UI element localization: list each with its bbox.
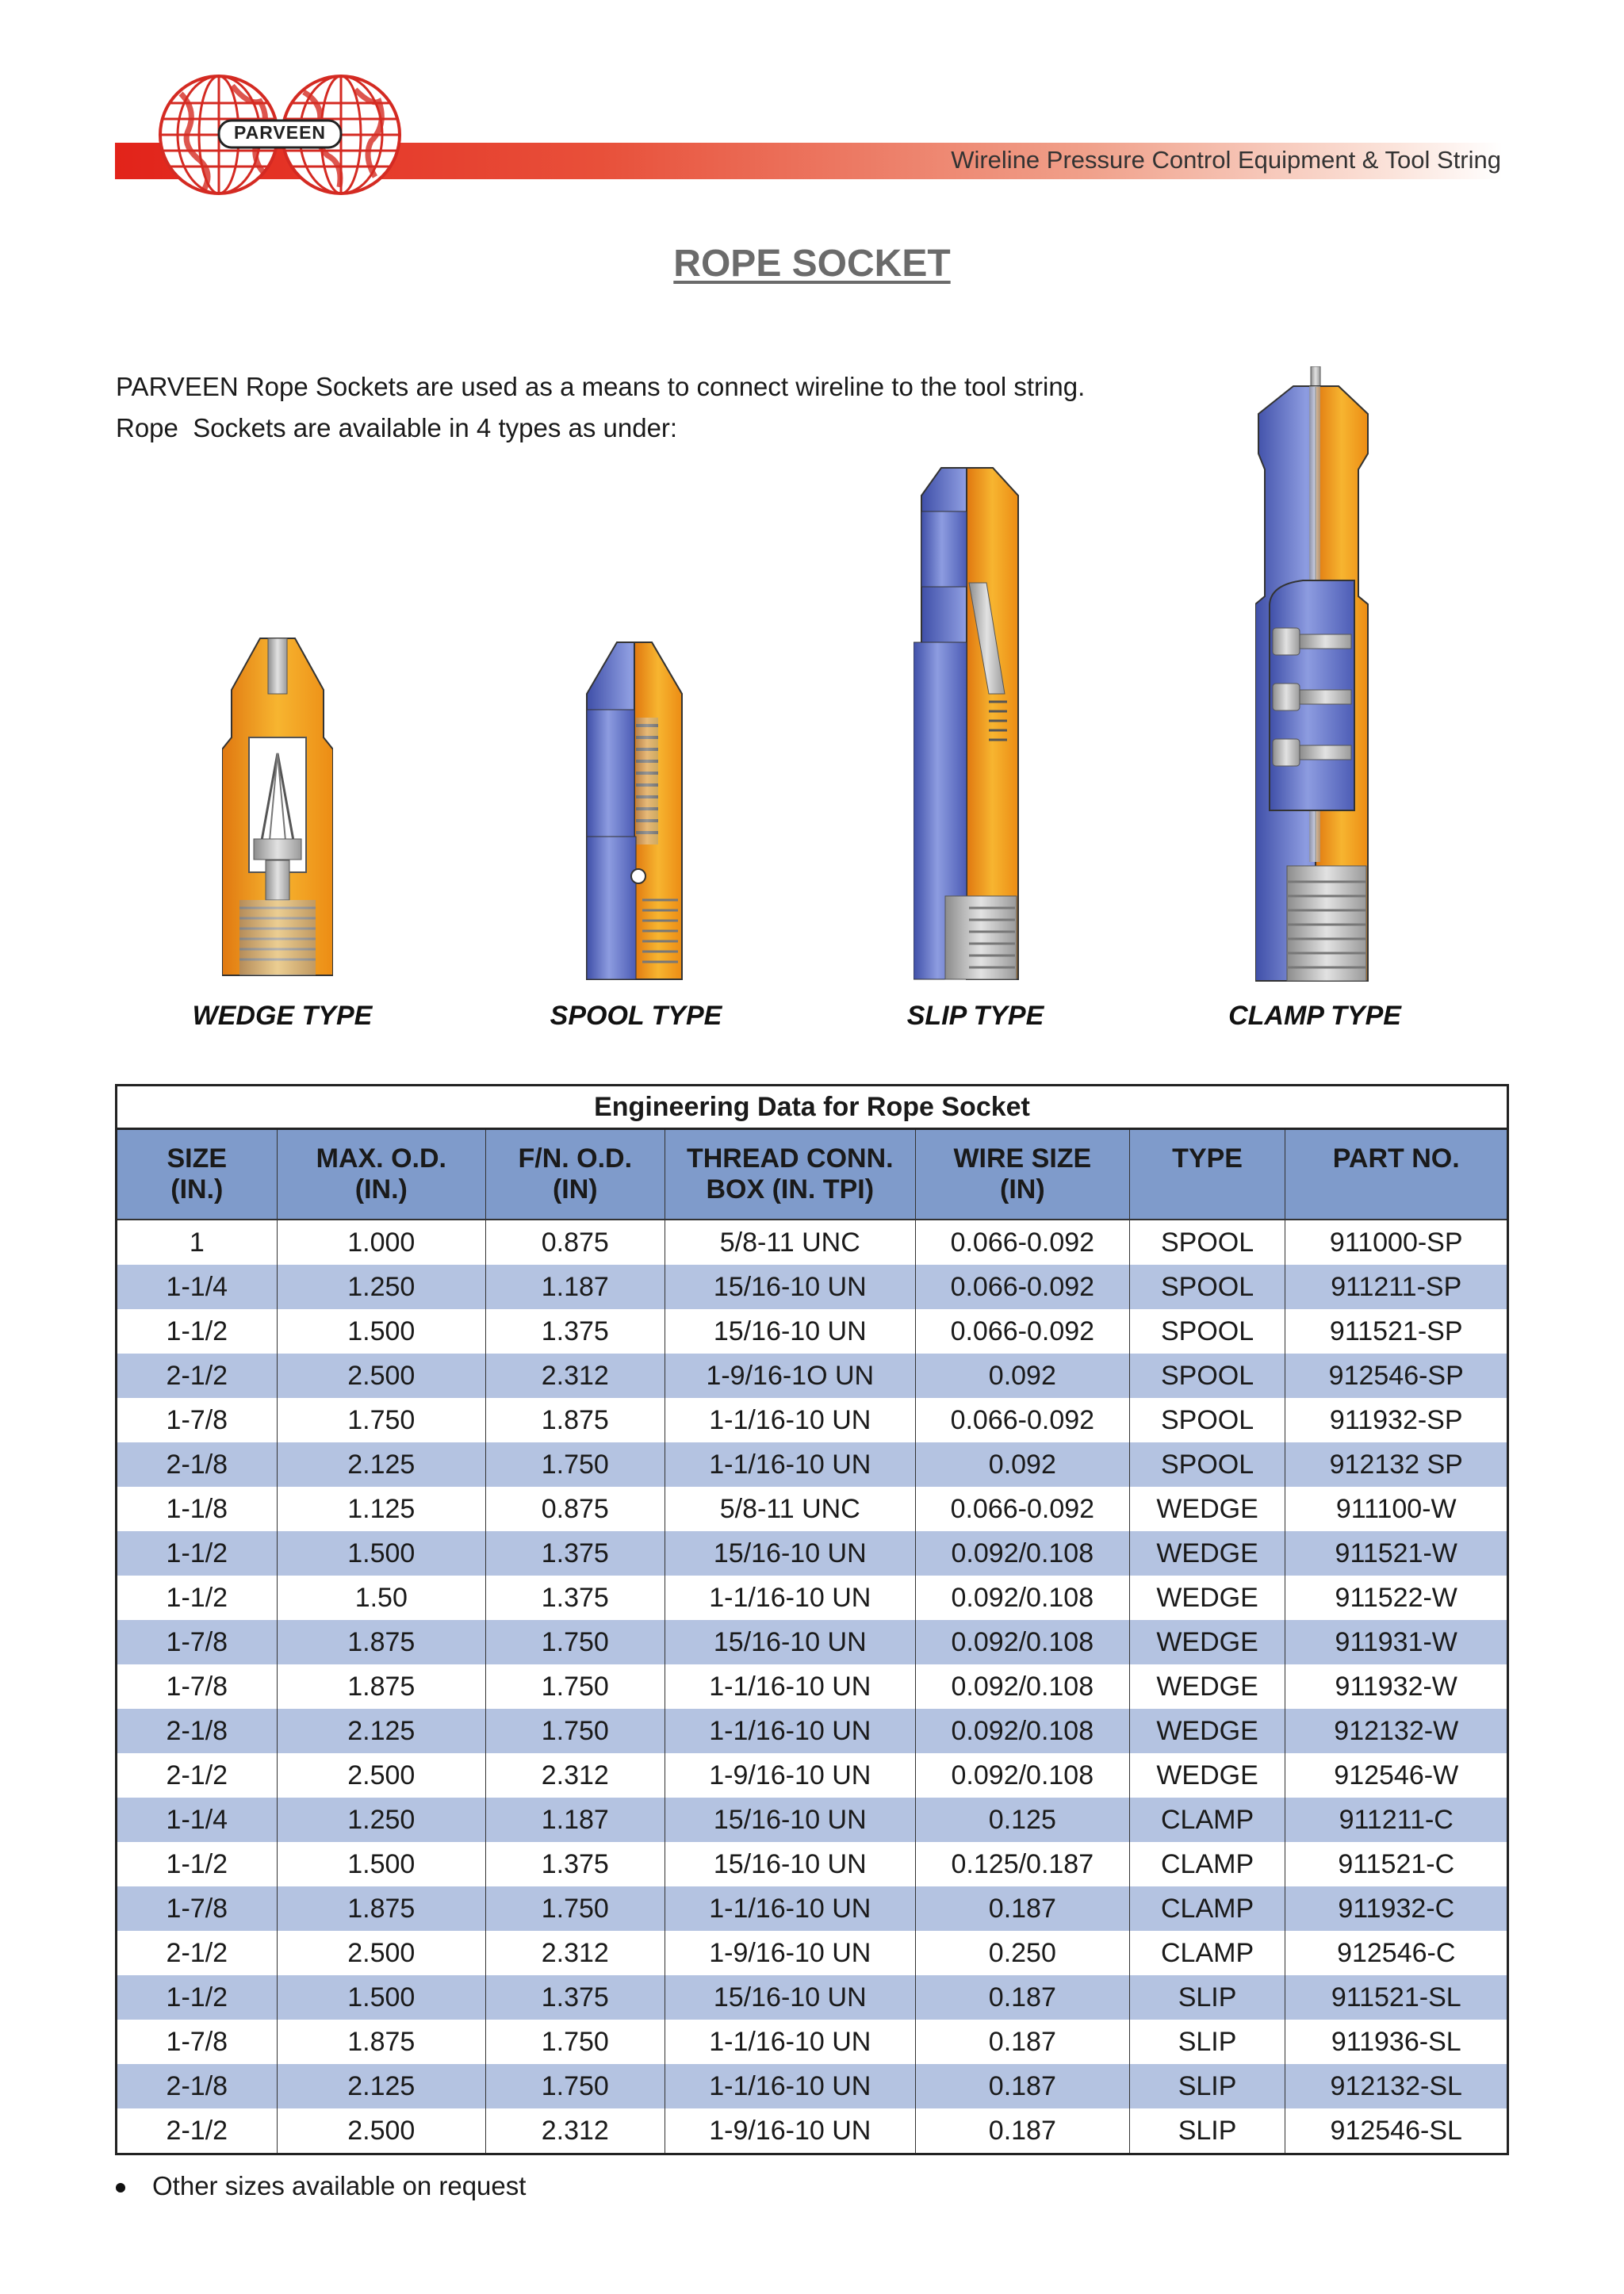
table-cell: 2.125 [277, 1442, 485, 1487]
table-cell: 1-1/16-10 UN [665, 1398, 915, 1442]
table-cell: WEDGE [1129, 1753, 1285, 1798]
table-cell: 0.187 [915, 2108, 1129, 2154]
intro-line-2: Rope Sockets are available in 4 types as under: [116, 413, 678, 442]
table-row [117, 1442, 1508, 1487]
table-cell: 1.375 [486, 1576, 665, 1620]
wedge-type-illustration [222, 634, 333, 987]
table-cell: SPOOL [1129, 1398, 1285, 1442]
table-cell: 2-1/8 [117, 1442, 278, 1487]
table-cell: 2.125 [277, 2064, 485, 2108]
parveen-logo [157, 70, 403, 201]
table-cell: WEDGE [1129, 1664, 1285, 1709]
table-cell: 0.092/0.108 [915, 1664, 1129, 1709]
table-cell: 1-1/16-10 UN [665, 2020, 915, 2064]
table-cell: 1.500 [277, 1309, 485, 1354]
table-cell: 1.250 [277, 1265, 485, 1309]
column-header: THREAD CONN. [665, 1129, 915, 1175]
table-cell: 0.066-0.092 [915, 1398, 1129, 1442]
table-cell: 912546-C [1285, 1931, 1508, 1975]
table-cell: 0.187 [915, 1886, 1129, 1931]
table-row [117, 1664, 1508, 1709]
table-cell: 2.312 [486, 2108, 665, 2154]
table-cell: 1.375 [486, 1842, 665, 1886]
table-cell: 911100-W [1285, 1487, 1508, 1531]
table-row [117, 2064, 1508, 2108]
table-cell: 1-1/16-10 UN [665, 1664, 915, 1709]
footnote [116, 2171, 526, 2201]
table-cell: 2-1/2 [117, 2108, 278, 2154]
table-cell: 912546-SL [1285, 2108, 1508, 2154]
engineering-data-table [115, 1084, 1509, 2155]
table-cell: 0.092 [915, 1354, 1129, 1398]
table-cell: 2.500 [277, 2108, 485, 2154]
header-tagline: Wireline Pressure Control Equipment & Tool String [951, 146, 1501, 174]
table-cell: 5/8-11 UNC [665, 1487, 915, 1531]
table-row [117, 1220, 1508, 1265]
table-cell: 1-1/2 [117, 1975, 278, 2020]
table-row [117, 1531, 1508, 1576]
table-row [117, 1265, 1508, 1309]
table-cell: SPOOL [1129, 1309, 1285, 1354]
table-cell: WEDGE [1129, 1709, 1285, 1753]
table-cell: SLIP [1129, 2108, 1285, 2154]
table-cell: 0.875 [486, 1487, 665, 1531]
table-cell: 911211-SP [1285, 1265, 1508, 1309]
table-cell: 912546-SP [1285, 1354, 1508, 1398]
table-cell: 15/16-10 UN [665, 1798, 915, 1842]
table-cell: WEDGE [1129, 1531, 1285, 1576]
column-header: WIRE SIZE [915, 1129, 1129, 1175]
table-cell: 1.875 [277, 1664, 485, 1709]
table-cell: 0.092/0.108 [915, 1620, 1129, 1664]
table-cell: 2.500 [277, 1753, 485, 1798]
spool-type-label: SPOOL TYPE [550, 1001, 722, 1031]
table-cell: 15/16-10 UN [665, 1842, 915, 1886]
table-cell: 1-9/16-10 UN [665, 1753, 915, 1798]
table-row [117, 2020, 1508, 2064]
table-cell: 912132-SL [1285, 2064, 1508, 2108]
page-title: ROPE SOCKET [673, 243, 951, 285]
table-cell: 0.092 [915, 1442, 1129, 1487]
table-caption: Engineering Data for Rope Socket [117, 1086, 1508, 1129]
table-row [117, 1798, 1508, 1842]
bullet-icon [116, 2183, 125, 2193]
table-cell: 2.312 [486, 1931, 665, 1975]
table-cell: 0.066-0.092 [915, 1309, 1129, 1354]
table-row [117, 1886, 1508, 1931]
table-row [117, 1842, 1508, 1886]
clamp-type-illustration [1255, 366, 1374, 987]
table-cell: 15/16-10 UN [665, 1309, 915, 1354]
table-cell: CLAMP [1129, 1798, 1285, 1842]
table-cell: 0.875 [486, 1220, 665, 1265]
table-cell: 1.750 [486, 1709, 665, 1753]
table-cell: 911522-W [1285, 1576, 1508, 1620]
table-cell: 1-1/4 [117, 1798, 278, 1842]
table-cell: 0.092/0.108 [915, 1531, 1129, 1576]
table-cell: CLAMP [1129, 1842, 1285, 1886]
table-cell: 0.092/0.108 [915, 1709, 1129, 1753]
column-header-unit: (IN) [486, 1174, 665, 1220]
table-cell: 2-1/2 [117, 1931, 278, 1975]
wedge-type-label: WEDGE TYPE [192, 1001, 373, 1031]
table-cell: 1-1/2 [117, 1309, 278, 1354]
table-cell: 1-7/8 [117, 1664, 278, 1709]
table-cell: 2.125 [277, 1709, 485, 1753]
table-cell: 1-9/16-1O UN [665, 1354, 915, 1398]
table-cell: 1.750 [486, 1442, 665, 1487]
table-cell: 0.250 [915, 1931, 1129, 1975]
footnote-text: Other sizes available on request [152, 2171, 527, 2200]
table-row [117, 1931, 1508, 1975]
table-cell: 1.375 [486, 1975, 665, 2020]
column-header-unit [1129, 1174, 1285, 1220]
table-row [117, 1576, 1508, 1620]
table-row [117, 1309, 1508, 1354]
table-cell: 1-7/8 [117, 1398, 278, 1442]
slip-type-illustration [914, 464, 1021, 987]
table-cell: 1-1/4 [117, 1265, 278, 1309]
table-cell: 2.312 [486, 1753, 665, 1798]
table-cell: 0.066-0.092 [915, 1265, 1129, 1309]
table-cell: 2.312 [486, 1354, 665, 1398]
table-cell: 911211-C [1285, 1798, 1508, 1842]
table-cell: SPOOL [1129, 1442, 1285, 1487]
table-cell: 1.875 [277, 1620, 485, 1664]
table-row [117, 1398, 1508, 1442]
intro-line-1: PARVEEN Rope Sockets are used as a means to connect wireline to the tool string. [116, 372, 1086, 401]
table-cell: 1.875 [277, 2020, 485, 2064]
column-header: TYPE [1129, 1129, 1285, 1175]
table-cell: 0.092/0.108 [915, 1576, 1129, 1620]
table-cell: SLIP [1129, 2020, 1285, 2064]
table-row [117, 1975, 1508, 2020]
table-cell: 1-1/8 [117, 1487, 278, 1531]
table-cell: SPOOL [1129, 1354, 1285, 1398]
table-cell: 0.125 [915, 1798, 1129, 1842]
table-cell: 1.500 [277, 1531, 485, 1576]
table-cell: 1.250 [277, 1798, 485, 1842]
table-cell: 1.500 [277, 1842, 485, 1886]
table-cell: 1.375 [486, 1309, 665, 1354]
table-cell: 912546-W [1285, 1753, 1508, 1798]
table-cell: 15/16-10 UN [665, 1620, 915, 1664]
table-cell: 0.092/0.108 [915, 1753, 1129, 1798]
table-cell: 1.187 [486, 1798, 665, 1842]
table-cell: 15/16-10 UN [665, 1265, 915, 1309]
table-cell: CLAMP [1129, 1931, 1285, 1975]
table-cell: 911521-C [1285, 1842, 1508, 1886]
table-cell: 1-1/16-10 UN [665, 1576, 915, 1620]
table-cell: 1-1/16-10 UN [665, 1886, 915, 1931]
table-cell: 912132 SP [1285, 1442, 1508, 1487]
table-cell: 15/16-10 UN [665, 1975, 915, 2020]
table-cell: WEDGE [1129, 1487, 1285, 1531]
table-cell: 5/8-11 UNC [665, 1220, 915, 1265]
table-cell: 912132-W [1285, 1709, 1508, 1753]
table-cell: 2-1/2 [117, 1753, 278, 1798]
table-cell: 1.875 [486, 1398, 665, 1442]
table-cell: 0.187 [915, 2064, 1129, 2108]
table-cell: 0.066-0.092 [915, 1487, 1129, 1531]
table-row [117, 1709, 1508, 1753]
table-cell: 1-1/2 [117, 1576, 278, 1620]
table-cell: 0.066-0.092 [915, 1220, 1129, 1265]
table-cell: 1.750 [486, 1664, 665, 1709]
table-cell: 1.750 [486, 2020, 665, 2064]
table-cell: 1.500 [277, 1975, 485, 2020]
table-cell: 911521-SP [1285, 1309, 1508, 1354]
table-cell: 911521-W [1285, 1531, 1508, 1576]
table-cell: 1.187 [486, 1265, 665, 1309]
table-cell: 911521-SL [1285, 1975, 1508, 2020]
table-cell: 2-1/8 [117, 2064, 278, 2108]
table-cell: SLIP [1129, 1975, 1285, 2020]
table-cell: 1-1/16-10 UN [665, 1709, 915, 1753]
table-cell: CLAMP [1129, 1886, 1285, 1931]
table-cell: 0.187 [915, 2020, 1129, 2064]
table-cell: 1.375 [486, 1531, 665, 1576]
logo-text: PARVEEN [233, 122, 327, 143]
column-header: PART NO. [1285, 1129, 1508, 1175]
table-cell: 1.875 [277, 1886, 485, 1931]
column-header: SIZE [117, 1129, 278, 1175]
table-row [117, 1620, 1508, 1664]
table-cell: 1-1/2 [117, 1531, 278, 1576]
table-cell: 1.50 [277, 1576, 485, 1620]
intro-text [116, 366, 1085, 449]
table-cell: 2-1/8 [117, 1709, 278, 1753]
table-cell: 1-7/8 [117, 1620, 278, 1664]
table-row [117, 2108, 1508, 2154]
table-cell: 1-7/8 [117, 2020, 278, 2064]
column-header-unit: (IN.) [117, 1174, 278, 1220]
table-cell: 2.500 [277, 1354, 485, 1398]
table-cell: 911932-W [1285, 1664, 1508, 1709]
table-cell: 1.750 [486, 2064, 665, 2108]
table-cell: 0.125/0.187 [915, 1842, 1129, 1886]
table-cell: 1 [117, 1220, 278, 1265]
table-cell: 1.125 [277, 1487, 485, 1531]
table-cell: 911936-SL [1285, 2020, 1508, 2064]
table-cell: 1-9/16-10 UN [665, 2108, 915, 2154]
table-cell: 1-1/16-10 UN [665, 2064, 915, 2108]
column-header-unit [1285, 1174, 1508, 1220]
table-cell: 1-1/2 [117, 1842, 278, 1886]
table-cell: 0.187 [915, 1975, 1129, 2020]
table-cell: WEDGE [1129, 1620, 1285, 1664]
table-cell: 15/16-10 UN [665, 1531, 915, 1576]
table-cell: 1-9/16-10 UN [665, 1931, 915, 1975]
table-cell: 1.750 [277, 1398, 485, 1442]
column-header-unit: BOX (IN. TPI) [665, 1174, 915, 1220]
table-cell: 2.500 [277, 1931, 485, 1975]
table-cell: 911932-SP [1285, 1398, 1508, 1442]
table-cell: 911000-SP [1285, 1220, 1508, 1265]
table-cell: WEDGE [1129, 1576, 1285, 1620]
column-header: F/N. O.D. [486, 1129, 665, 1175]
column-header-unit: (IN.) [277, 1174, 485, 1220]
column-header: MAX. O.D. [277, 1129, 485, 1175]
table-cell: 911931-W [1285, 1620, 1508, 1664]
table-cell: 2-1/2 [117, 1354, 278, 1398]
table-cell: SPOOL [1129, 1265, 1285, 1309]
table-cell: 1-1/16-10 UN [665, 1442, 915, 1487]
table-cell: 1-7/8 [117, 1886, 278, 1931]
table-cell: SLIP [1129, 2064, 1285, 2108]
clamp-type-label: CLAMP TYPE [1228, 1001, 1401, 1031]
table-cell: 1.750 [486, 1886, 665, 1931]
spool-type-illustration [579, 638, 690, 987]
table-row [117, 1354, 1508, 1398]
column-header-unit: (IN) [915, 1174, 1129, 1220]
table-cell: 1.750 [486, 1620, 665, 1664]
table-row [117, 1487, 1508, 1531]
table-row [117, 1753, 1508, 1798]
table-cell: 1.000 [277, 1220, 485, 1265]
table-cell: 911932-C [1285, 1886, 1508, 1931]
slip-type-label: SLIP TYPE [906, 1001, 1044, 1031]
table-cell: SPOOL [1129, 1220, 1285, 1265]
